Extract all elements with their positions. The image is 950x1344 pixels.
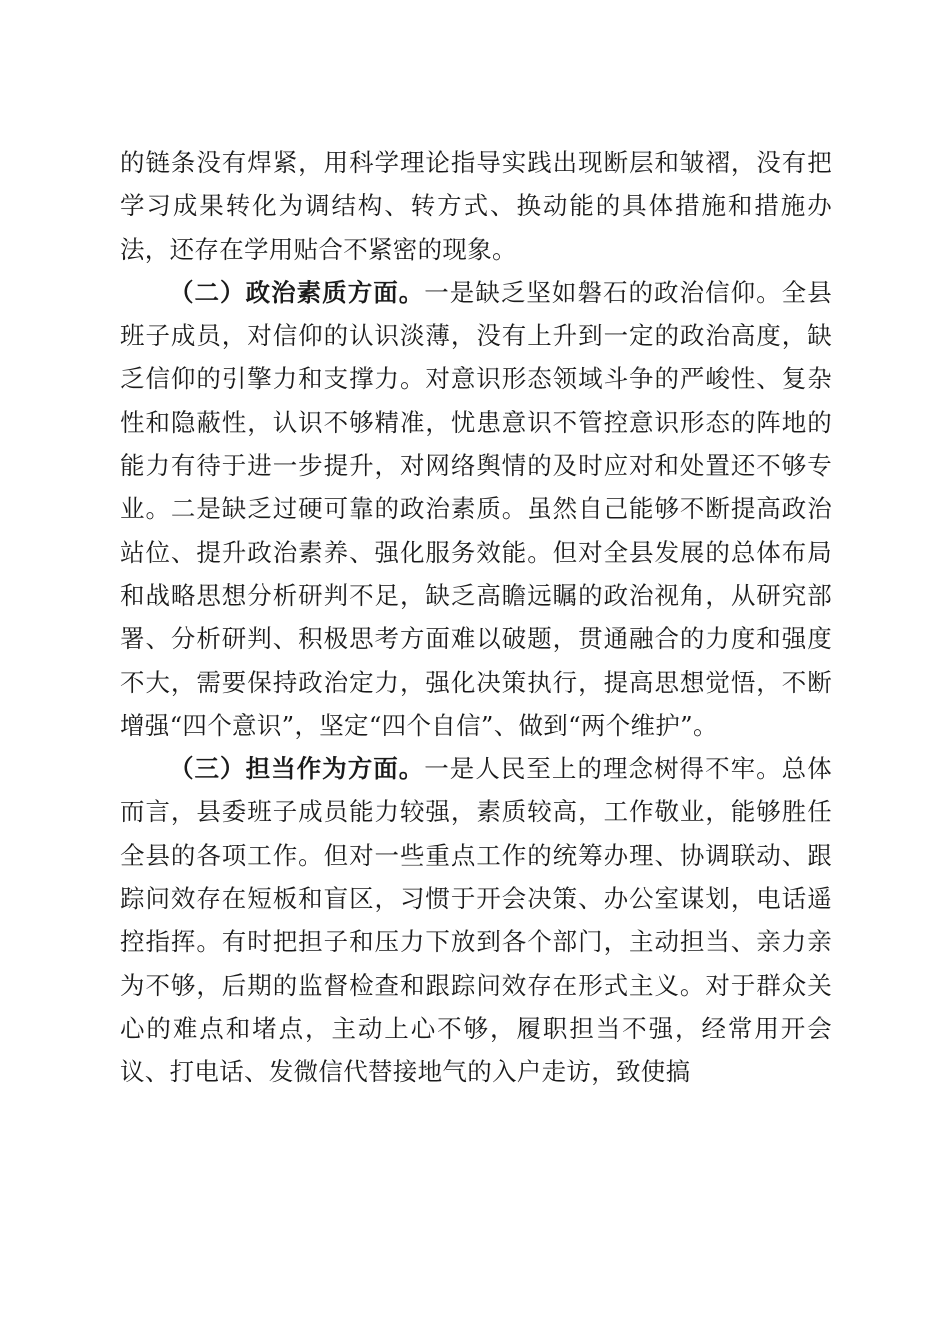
paragraph-continuation (120, 141, 832, 271)
section-heading: （二）政治素质方面。 (169, 277, 425, 307)
section-heading: （三）担当作为方面。 (169, 754, 425, 784)
paragraph-political-quality (120, 271, 832, 747)
paragraph-body: 的链条没有焊紧，用科学理论指导实践出现断层和皱褶，没有把学习成果转化为调结构、转方式、换动能的具体措施和措施办法，还存在学用贴合不紧密的现象。 (120, 148, 832, 264)
paragraph-body: 一是缺乏坚如磐石的政治信仰。全县班子成员，对信仰的认识淡薄，没有上升到一定的政治高度，缺乏信仰的引擎力和支撑力。对意识形态领域斗争的严峻性、复杂性和隐蔽性，认识不够精准，忧患意识不管控意识形态的阵地的能力有待于进一步提升，对网络舆情的及时应对和处置还不够专业。二是缺乏过硬可靠的政治素质。虽然自己能够不断提高政治站位、提升政治素养、强化服务效能。但对全县发展的总体布局和战略思想分析研判不足，缺乏高瞻远瞩的政治视角，从研究部署、分析研判、积极思考方面难以破题，贯通融合的力度和强度不大，需要保持政治定力，强化决策执行，提高思想觉悟，不断增强“四个意识”，坚定“四个自信”、做到“两个维护”。 (120, 277, 832, 740)
document-page (120, 141, 832, 1094)
paragraph-responsibility (120, 747, 832, 1093)
paragraph-body: 一是人民至上的理念树得不牢。总体而言，县委班子成员能力较强，素质较高，工作敬业，能够胜任全县的各项工作。但对一些重点工作的统筹办理、协调联动、跟踪问效存在短板和盲区，习惯于开会决策、办公室谋划，电话遥控指挥。有时把担子和压力下放到各个部门，主动担当、亲力亲为不够，后期的监督检查和跟踪问效存在形式主义。对于群众关心的难点和堵点，主动上心不够，履职担当不强，经常用开会议、打电话、发微信代替接地气的入户走访，致使搞 (120, 754, 832, 1087)
